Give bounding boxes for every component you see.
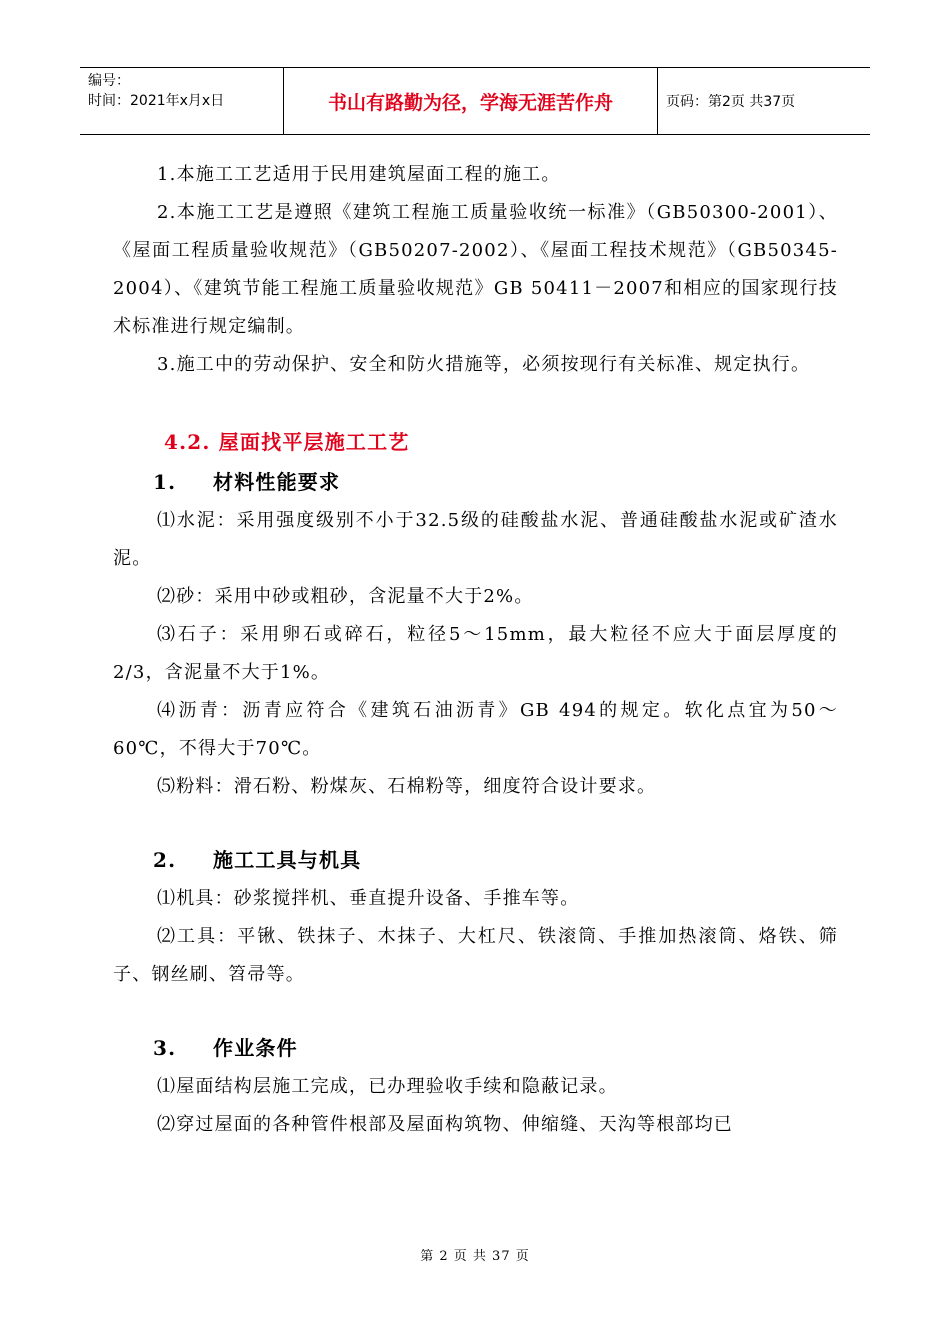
page-footer: 第 2 页 共 37 页 bbox=[420, 1249, 530, 1264]
section-title: 4.2. 屋面找平层施工工艺 bbox=[164, 430, 410, 454]
condition-item-2: ⑵穿过屋面的各种管件根部及屋面构筑物、伸缩缝、天沟等根部均已 bbox=[157, 1114, 733, 1135]
material-item-cement: ⑴水泥：采用强度级别不小于32.5级的硅酸盐水泥、普通硅酸盐水泥或矿渣水泥。 bbox=[113, 510, 838, 569]
tools-item-hand-tools: ⑵工具：平锹、铁抹子、木抹子、大杠尺、铁滚筒、手推加热滚筒、烙铁、筛子、钢丝刷、笤帚等。 bbox=[113, 926, 838, 985]
date-label: 时间：2021年x月x日 bbox=[88, 93, 225, 109]
header-meta-cell bbox=[80, 68, 284, 134]
intro-paragraph-2: 2.本施工工艺是遵照《建筑工程施工质量验收统一标准》（GB50300-2001）、《屋面工程质量验收规范》（GB50207-2002）、《屋面工程技术规范》（GB50345-2004）、《建筑节能工程施工质量验收规范》GB 50411－2007和相应的国家现行技术标准进行规定编制。 bbox=[113, 202, 838, 337]
subsection-title-conditions bbox=[113, 1028, 838, 1068]
header-page-info: 页码：第2页 共37页 bbox=[666, 94, 796, 110]
material-item-powder: ⑸粉料：滑石粉、粉煤灰、石棉粉等，细度符合设计要求。 bbox=[157, 776, 657, 797]
serial-number-label: 编号： bbox=[88, 73, 130, 89]
subsection-heading: 作业条件 bbox=[213, 1036, 298, 1060]
page-header bbox=[80, 67, 870, 135]
material-item-sand: ⑵砂：采用中砂或粗砂，含泥量不大于2%。 bbox=[157, 586, 534, 607]
subsection-number: 3. bbox=[153, 1036, 177, 1060]
tools-item-machines: ⑴机具：砂浆搅拌机、垂直提升设备、手推车等。 bbox=[157, 888, 580, 909]
subsection-heading: 材料性能要求 bbox=[213, 470, 341, 494]
header-motto: 书山有路勤为径，学海无涯苦作舟 bbox=[284, 68, 658, 134]
spacer bbox=[113, 806, 838, 840]
subsection-number: 2. bbox=[153, 848, 177, 872]
material-item-asphalt: ⑷沥青：沥青应符合《建筑石油沥青》GB 494的规定。软化点宜为50～60℃，不得大于70℃。 bbox=[113, 700, 838, 759]
condition-item-1: ⑴屋面结构层施工完成，已办理验收手续和隐蔽记录。 bbox=[157, 1076, 618, 1097]
subsection-title-materials bbox=[113, 462, 838, 502]
subsection-number: 1. bbox=[153, 470, 177, 494]
material-item-gravel: ⑶石子：采用卵石或碎石，粒径5～15mm，最大粒径不应大于面层厚度的2/3，含泥量不大于1%。 bbox=[113, 624, 838, 683]
spacer bbox=[113, 994, 838, 1028]
intro-paragraph-3: 3.施工中的劳动保护、安全和防火措施等，必须按现行有关标准、规定执行。 bbox=[157, 354, 811, 375]
document-body bbox=[113, 156, 838, 1144]
subsection-title-tools bbox=[113, 840, 838, 880]
subsection-heading: 施工工具与机具 bbox=[213, 848, 362, 872]
intro-paragraph-1: 1.本施工工艺适用于民用建筑屋面工程的施工。 bbox=[157, 164, 561, 185]
